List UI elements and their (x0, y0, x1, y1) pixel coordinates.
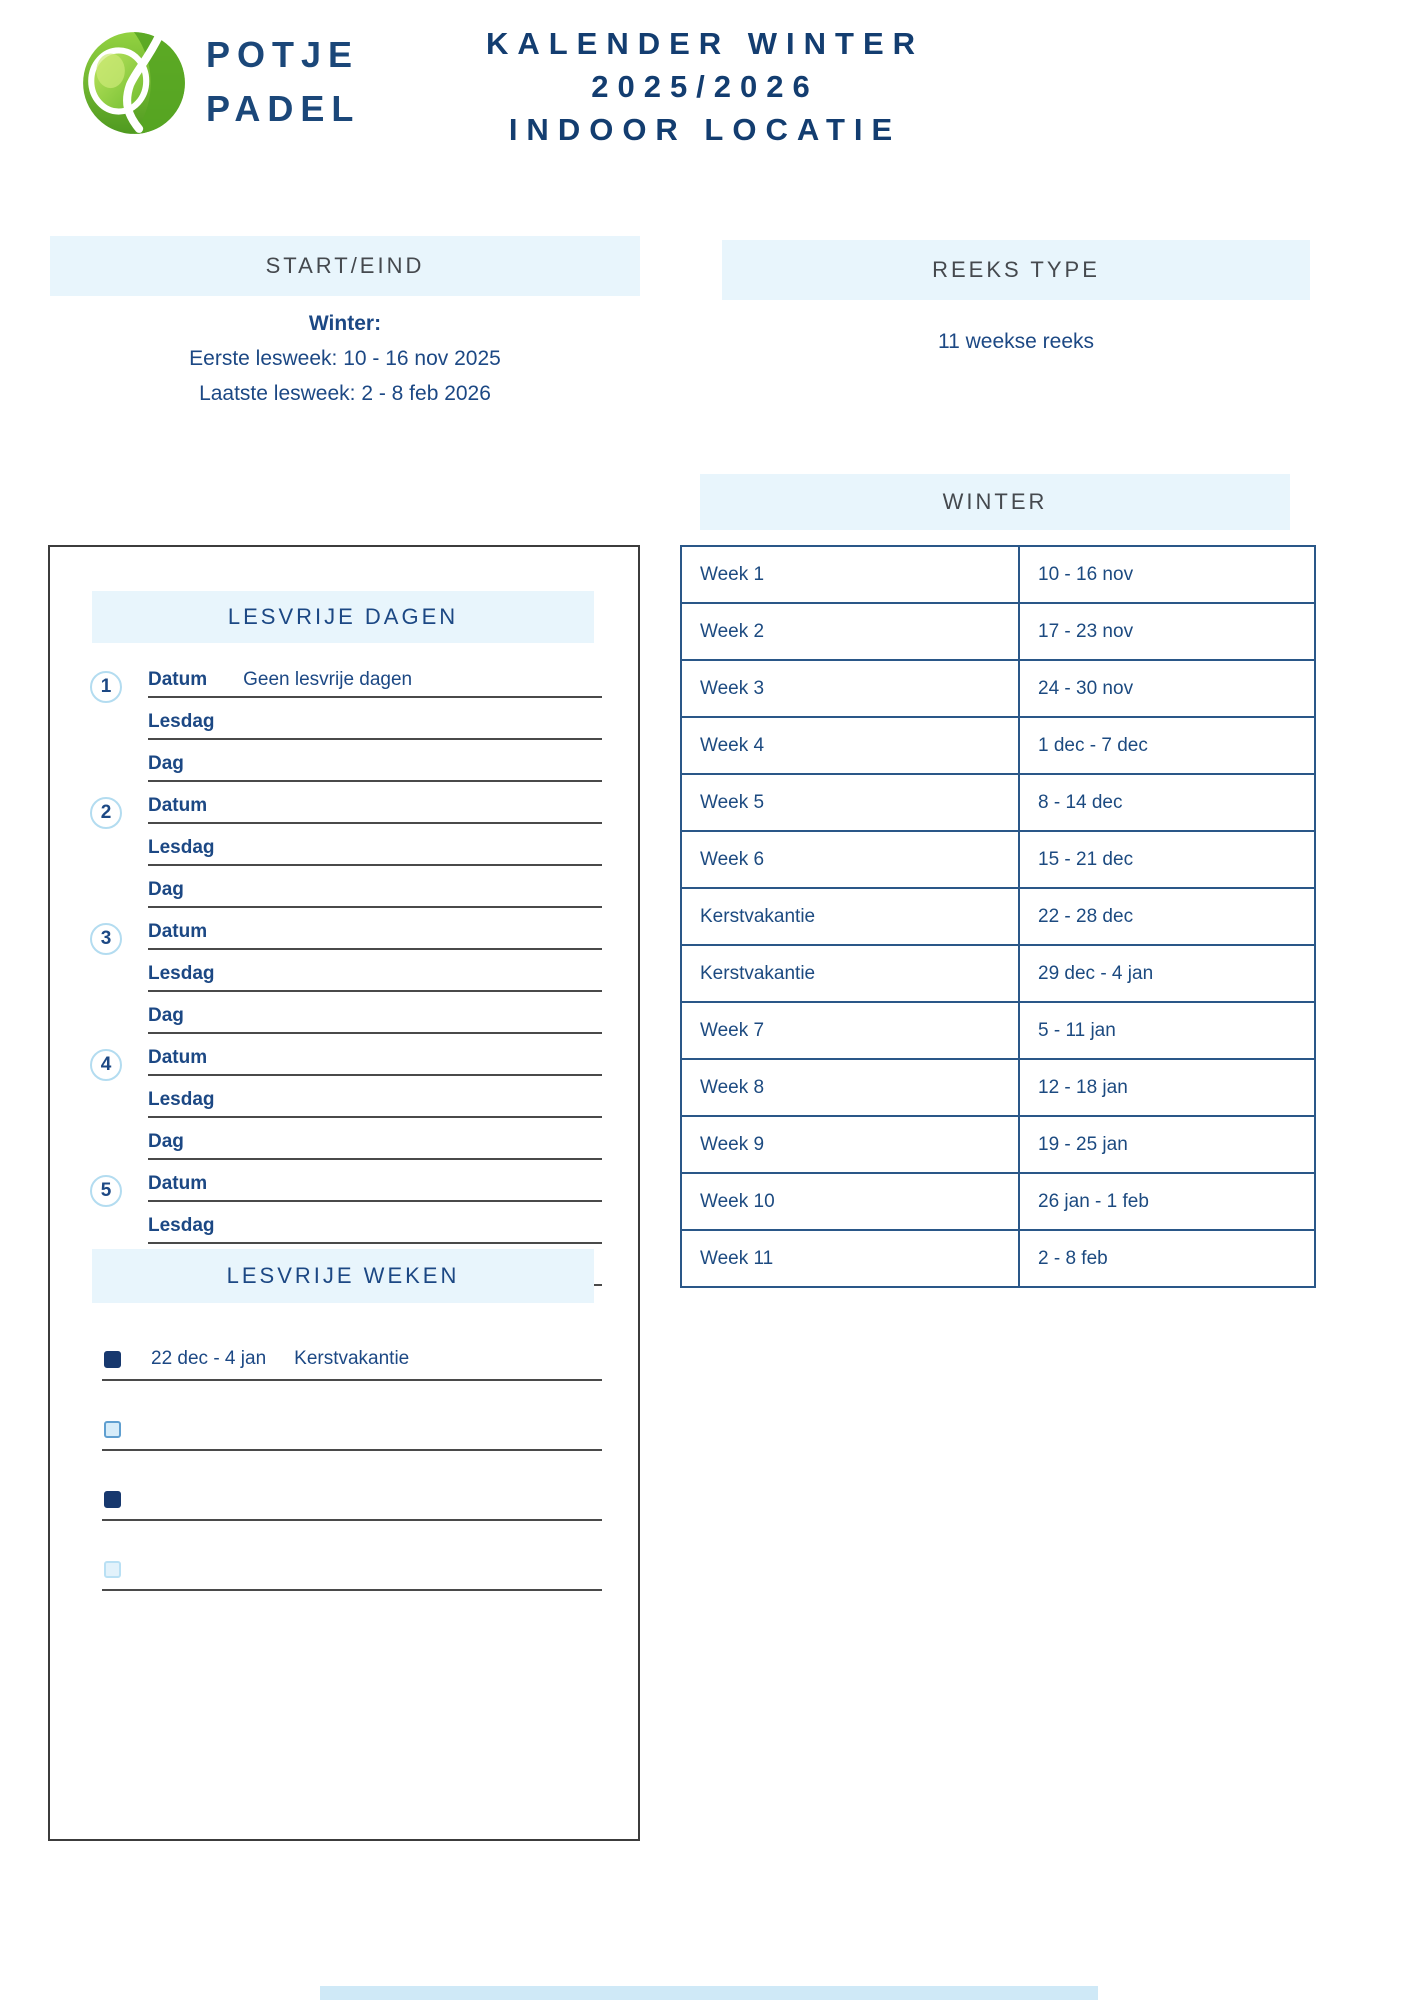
winter-table-row (681, 774, 1315, 831)
reeks-type-value: 11 weekse reeks (937, 330, 1095, 353)
brand-name-line1: POTJE (206, 34, 360, 75)
week-dates-cell: 12 - 18 jan (1019, 1059, 1315, 1116)
start-eind-text (50, 306, 640, 411)
week-checkbox[interactable] (104, 1491, 121, 1508)
winter-table-row (681, 603, 1315, 660)
week-dates-cell: 2 - 8 feb (1019, 1230, 1315, 1287)
lesdag-field[interactable] (148, 1215, 602, 1244)
week-dates-cell: 15 - 21 dec (1019, 831, 1315, 888)
lesdag-field[interactable] (148, 711, 602, 740)
datum-field[interactable] (148, 669, 602, 698)
reeks-type-header: REEKS TYPE (722, 240, 1310, 300)
winter-table-row (681, 717, 1315, 774)
winter-table-row (681, 660, 1315, 717)
week-dates-cell: 10 - 16 nov (1019, 546, 1315, 603)
page-title-line1: KALENDER WINTER (485, 26, 925, 61)
page-title (420, 22, 990, 151)
datum-label: Datum (148, 1173, 208, 1194)
entry-number-badge: 1 (90, 671, 122, 703)
week-label-cell: Week 3 (681, 660, 1019, 717)
entry-number-badge: 5 (90, 1175, 122, 1207)
lesdag-label: Lesdag (148, 1215, 215, 1236)
winter-table-row (681, 546, 1315, 603)
week-label-cell: Week 7 (681, 1002, 1019, 1059)
winter-table-header: WINTER (700, 474, 1290, 530)
datum-value: Geen lesvrije dagen (243, 669, 413, 690)
week-dates-cell: 1 dec - 7 dec (1019, 717, 1315, 774)
lesdag-label: Lesdag (148, 963, 215, 984)
week-label-cell: Kerstvakantie (681, 945, 1019, 1002)
page-title-line3: INDOOR LOCATIE (508, 112, 902, 147)
datum-label: Datum (148, 1047, 208, 1068)
datum-field[interactable] (148, 921, 602, 950)
winter-table-row (681, 945, 1315, 1002)
winter-table (680, 545, 1316, 1288)
lesvrije-weken-rows (102, 1339, 602, 1619)
week-checkbox[interactable] (104, 1421, 121, 1438)
brand-name-line2: PADEL (206, 88, 361, 129)
week-dates-cell: 26 jan - 1 feb (1019, 1173, 1315, 1230)
dag-label: Dag (148, 1005, 184, 1026)
week-checkbox[interactable] (104, 1561, 121, 1578)
week-dates-cell: 22 - 28 dec (1019, 888, 1315, 945)
first-lesweek: Eerste lesweek: 10 - 16 nov 2025 (189, 347, 501, 370)
brand-name (206, 28, 360, 136)
winter-table-row (681, 1116, 1315, 1173)
week-dates-cell: 8 - 14 dec (1019, 774, 1315, 831)
week-label-cell: Week 4 (681, 717, 1019, 774)
datum-field[interactable] (148, 1047, 602, 1076)
lesvrije-dag-entry (90, 669, 602, 783)
dag-label: Dag (148, 879, 184, 900)
week-label-cell: Week 8 (681, 1059, 1019, 1116)
lesvrije-dagen-entries (90, 669, 602, 1299)
winter-table-row (681, 1002, 1315, 1059)
winter-table-row (681, 1059, 1315, 1116)
lesdag-field[interactable] (148, 837, 602, 866)
lesvrije-week-row[interactable] (102, 1409, 602, 1451)
week-dates: 22 dec - 4 jan (151, 1348, 267, 1369)
week-dates-cell: 19 - 25 jan (1019, 1116, 1315, 1173)
lesdag-field[interactable] (148, 963, 602, 992)
week-label-cell: Week 6 (681, 831, 1019, 888)
lesdag-label: Lesdag (148, 711, 215, 732)
dag-label: Dag (148, 1131, 184, 1152)
week-dates-cell: 29 dec - 4 jan (1019, 945, 1315, 1002)
winter-table-row (681, 1173, 1315, 1230)
week-dates-cell: 5 - 11 jan (1019, 1002, 1315, 1059)
lesvrije-dagen-header: LESVRIJE DAGEN (92, 591, 594, 643)
season-label: Winter: (308, 312, 382, 335)
padel-ball-icon (78, 26, 190, 138)
week-label-cell: Kerstvakantie (681, 888, 1019, 945)
week-label-cell: Week 11 (681, 1230, 1019, 1287)
week-dates-cell: 17 - 23 nov (1019, 603, 1315, 660)
week-label: Kerstvakantie (294, 1348, 410, 1369)
lesvrije-dag-entry (90, 921, 602, 1035)
lesdag-label: Lesdag (148, 1089, 215, 1110)
lesdag-field[interactable] (148, 1089, 602, 1118)
winter-table-row (681, 888, 1315, 945)
page-title-line2: 2025/2026 (591, 69, 819, 104)
winter-table-row (681, 1230, 1315, 1287)
dag-field[interactable] (148, 753, 602, 782)
week-label-cell: Week 10 (681, 1173, 1019, 1230)
datum-label: Datum (148, 669, 208, 690)
start-eind-header: START/EIND (50, 236, 640, 296)
winter-table-row (681, 831, 1315, 888)
last-lesweek: Laatste lesweek: 2 - 8 feb 2026 (199, 382, 491, 405)
entry-number-badge: 2 (90, 797, 122, 829)
lesvrije-week-row[interactable] (102, 1549, 602, 1591)
bottom-decoration-bar (320, 1986, 1098, 2000)
week-label-cell: Week 9 (681, 1116, 1019, 1173)
datum-field[interactable] (148, 1173, 602, 1202)
brand-logo (78, 26, 360, 138)
dag-field[interactable] (148, 879, 602, 908)
lesvrije-weken-header: LESVRIJE WEKEN (92, 1249, 594, 1303)
lesvrije-dag-entry (90, 1047, 602, 1161)
datum-label: Datum (148, 795, 208, 816)
dag-field[interactable] (148, 1005, 602, 1034)
lesvrije-week-row[interactable] (102, 1479, 602, 1521)
week-label-cell: Week 5 (681, 774, 1019, 831)
lesdag-label: Lesdag (148, 837, 215, 858)
week-dates-cell: 24 - 30 nov (1019, 660, 1315, 717)
lesvrije-week-row[interactable] (102, 1339, 602, 1381)
week-label-cell: Week 1 (681, 546, 1019, 603)
datum-label: Datum (148, 921, 208, 942)
entry-number-badge: 4 (90, 1049, 122, 1081)
lesvrije-dag-entry (90, 795, 602, 909)
week-checkbox[interactable] (104, 1351, 121, 1368)
week-label-cell: Week 2 (681, 603, 1019, 660)
dag-label: Dag (148, 753, 184, 774)
entry-number-badge: 3 (90, 923, 122, 955)
datum-field[interactable] (148, 795, 602, 824)
lesvrije-box (48, 545, 640, 1841)
dag-field[interactable] (148, 1131, 602, 1160)
